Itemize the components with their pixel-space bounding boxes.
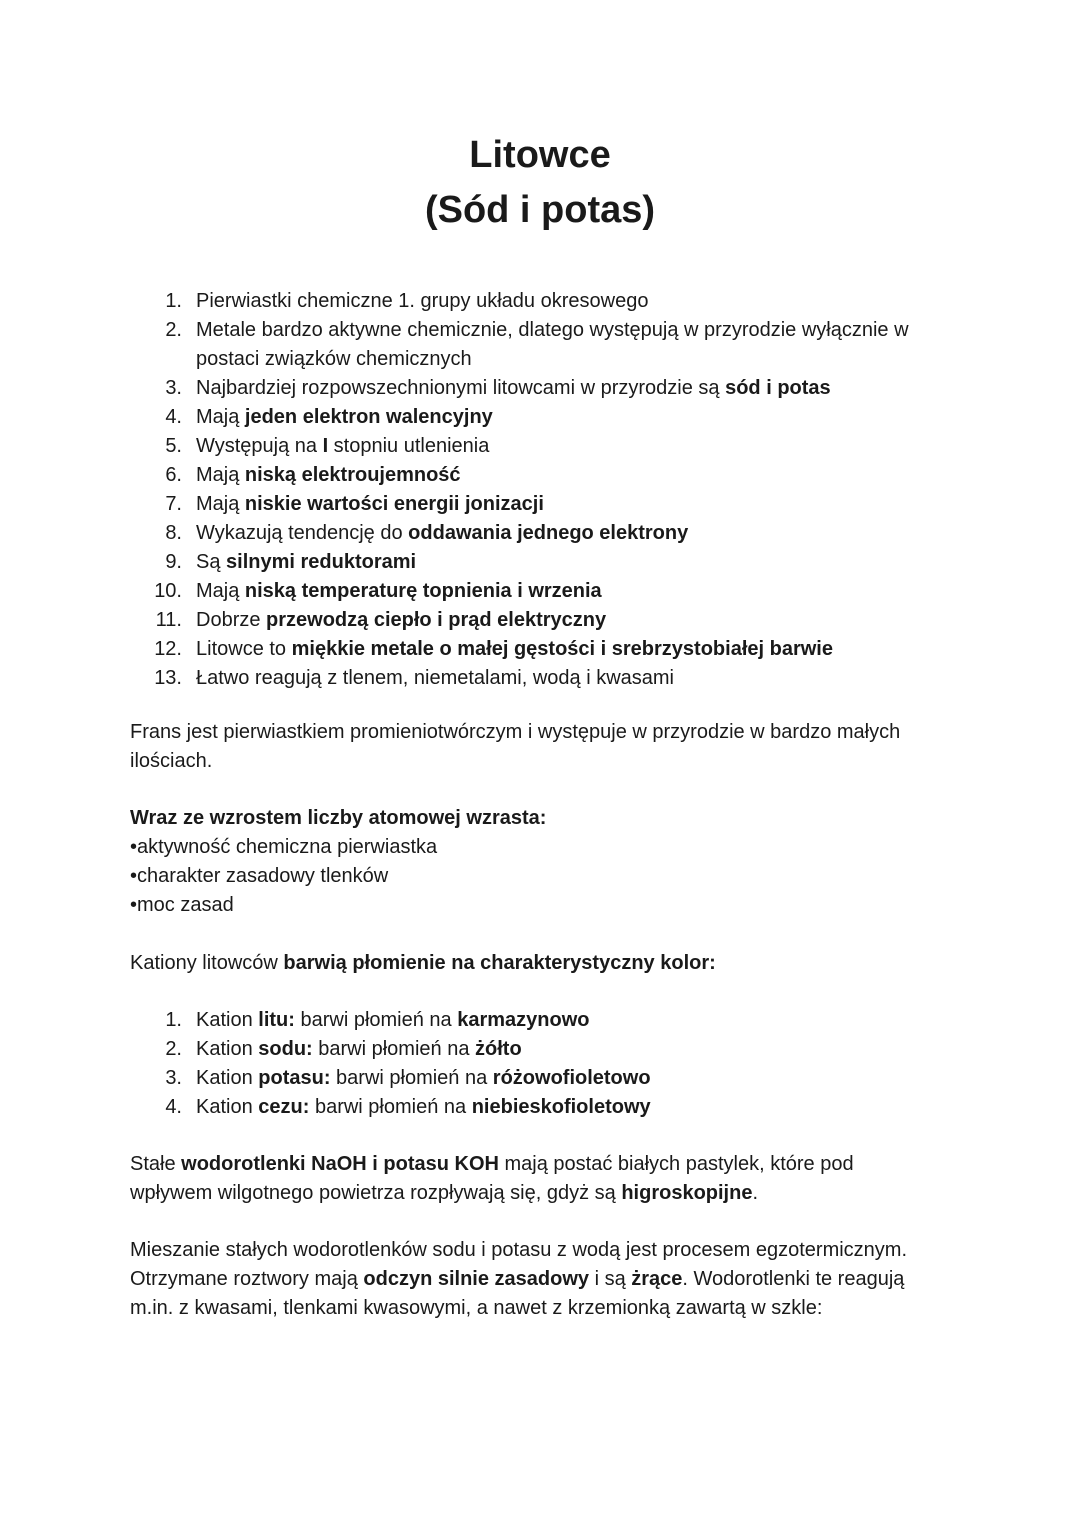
list-item-text — [196, 435, 489, 457]
text-run: Występują na — [196, 435, 323, 457]
list-item-text — [196, 522, 688, 544]
list-number: 4. — [165, 406, 182, 428]
text-run: Mają — [196, 580, 245, 602]
list-item-text — [196, 1009, 590, 1031]
trend-item: •aktywność chemiczna pierwiastka — [130, 836, 438, 858]
bold-text: cezu: — [258, 1096, 310, 1118]
list-number: 1. — [165, 1009, 182, 1031]
text-run: Kation — [196, 1096, 259, 1118]
bold-text: higroskopijne — [621, 1182, 753, 1204]
bold-text: niską elektroujemność — [244, 464, 461, 486]
list-item — [130, 374, 950, 403]
bold-text: silnymi reduktorami — [226, 551, 417, 573]
bold-text: niskie wartości energii jonizacji — [244, 493, 544, 515]
list-number: 7. — [165, 493, 182, 515]
trend-section — [130, 804, 930, 920]
bold-text: odczyn silnie zasadowy — [363, 1268, 590, 1290]
list-item — [130, 635, 950, 664]
list-item-text — [196, 319, 909, 370]
list-number: 12. — [154, 638, 182, 660]
text-run: Metale bardzo aktywne chemicznie, dlatego występują w przyrodzie wyłącznie w postaci związków chemicznych — [196, 319, 909, 370]
text-run: Są — [196, 551, 227, 573]
list-number: 4. — [165, 1096, 182, 1118]
text-run: Najbardziej rozpowszechnionymi litowcami w przyrodzie są — [196, 377, 726, 399]
trend-heading: Wraz ze wzrostem liczby atomowej wzrasta: — [130, 807, 547, 829]
mixing-paragraph — [130, 1236, 930, 1323]
bold-text: wodorotlenki NaOH i potasu KOH — [181, 1153, 499, 1175]
list-item-text — [196, 580, 602, 602]
list-item — [130, 577, 950, 606]
text-run: Łatwo reagują z tlenem, niemetalami, wodą i kwasami — [196, 667, 674, 689]
list-item-text — [196, 1096, 651, 1118]
list-item — [130, 403, 950, 432]
list-item — [130, 287, 950, 316]
text-run: Dobrze — [196, 609, 267, 631]
list-item — [130, 432, 950, 461]
text-run: . Wodorotlenki te reagują m.in. z kwasami, tlenkami kwasowymi, a nawet z krzemionką zawartą w szkle: — [130, 1268, 905, 1319]
list-item-text — [196, 638, 833, 660]
text-run: Kation — [196, 1009, 259, 1031]
text-run: Kationy litowców — [130, 952, 284, 974]
trend-item: •charakter zasadowy tlenków — [130, 865, 389, 887]
list-item-text — [196, 667, 674, 689]
bold-text: jeden elektron walencyjny — [244, 406, 493, 428]
text-run: Stałe — [130, 1153, 182, 1175]
bold-text: różowofioletowo — [492, 1067, 651, 1089]
text-run: Kation — [196, 1067, 259, 1089]
list-number: 5. — [165, 435, 182, 457]
bold-text: barwią płomienie na charakterystyczny kolor: — [283, 952, 716, 974]
bold-text: karmazynowo — [457, 1009, 590, 1031]
list-number: 10. — [154, 580, 182, 602]
bold-text: sodu: — [258, 1038, 313, 1060]
text-run: Mają — [196, 464, 245, 486]
list-number: 1. — [165, 290, 182, 312]
list-item — [130, 548, 950, 577]
frans-paragraph: Frans jest pierwiastkiem promieniotwórczym i występuje w przyrodzie w bardzo małych ilościach. — [130, 721, 901, 772]
page-title — [0, 128, 1080, 238]
list-item-text — [196, 1067, 651, 1089]
bold-text: litu: — [258, 1009, 295, 1031]
text-run: Mieszanie stałych wodorotlenków sodu i potasu z wodą jest procesem egzotermicznym. Otrzymane roztwory mają — [130, 1239, 908, 1290]
bold-text: niską temperaturę topnienia i wrzenia — [244, 580, 602, 602]
text-run: barwi płomień na — [309, 1096, 472, 1118]
bold-text: I — [322, 435, 329, 457]
hydroxides-paragraph — [130, 1150, 930, 1208]
list-item — [130, 606, 950, 635]
text-run: Mają — [196, 493, 245, 515]
list-number: 3. — [165, 1067, 182, 1089]
text-run: Pierwiastki chemiczne 1. grupy układu okresowego — [196, 290, 649, 312]
text-run: Wykazują tendencję do — [196, 522, 409, 544]
list-item-text — [196, 1038, 522, 1060]
list-number: 2. — [165, 319, 182, 341]
list-number: 13. — [154, 667, 182, 689]
list-number: 11. — [155, 609, 182, 631]
list-item — [130, 461, 950, 490]
bold-text: miękkie metale o małej gęstości i srebrzystobiałej barwie — [291, 638, 833, 660]
bold-text: przewodzą ciepło i prąd elektryczny — [266, 609, 607, 631]
list-number: 8. — [165, 522, 182, 544]
text-run: stopniu utlenienia — [328, 435, 490, 457]
list-item — [130, 490, 950, 519]
list-item-text — [196, 406, 493, 428]
text-run: barwi płomień na — [294, 1009, 458, 1031]
list-item — [130, 1064, 950, 1093]
list-item-text — [196, 377, 831, 399]
list-item-text — [196, 290, 648, 312]
trend-item: •moc zasad — [130, 894, 234, 916]
text-run: barwi płomień na — [312, 1038, 476, 1060]
list-item — [130, 1035, 950, 1064]
text-run: Litowce to — [196, 638, 292, 660]
bold-text: żrące — [631, 1268, 683, 1290]
bold-text: niebieskofioletowy — [471, 1096, 651, 1118]
flame-intro — [130, 949, 930, 978]
bold-text: potasu: — [258, 1067, 331, 1089]
list-item-text — [196, 464, 461, 486]
title-line-2: (Sód i potas) — [424, 189, 656, 231]
list-item-text — [196, 493, 544, 515]
list-item — [130, 1093, 950, 1122]
list-item-text — [196, 609, 606, 631]
title-line-1: Litowce — [469, 134, 611, 176]
list-number: 6. — [165, 464, 182, 486]
list-item — [130, 664, 950, 693]
list-number: 2. — [165, 1038, 182, 1060]
flame-color-list — [130, 1006, 950, 1122]
list-number: 3. — [165, 377, 182, 399]
list-item — [130, 1006, 950, 1035]
bold-text: oddawania jednego elektrony — [408, 522, 689, 544]
text-run: barwi płomień na — [330, 1067, 493, 1089]
text-run: i są — [589, 1268, 632, 1290]
bold-text: sód i potas — [725, 377, 831, 399]
list-item — [130, 519, 950, 548]
list-item — [130, 316, 950, 374]
properties-list — [130, 287, 950, 693]
bold-text: żółto — [475, 1038, 522, 1060]
list-number: 9. — [165, 551, 182, 573]
list-item-text — [196, 551, 416, 573]
text-run: Mają — [196, 406, 245, 428]
text-run: mają postać białych pastylek, które pod wpływem wilgotnego powietrza rozpływają się, gdyż są — [130, 1153, 854, 1204]
text-run: . — [752, 1182, 759, 1204]
text-run: Kation — [196, 1038, 259, 1060]
